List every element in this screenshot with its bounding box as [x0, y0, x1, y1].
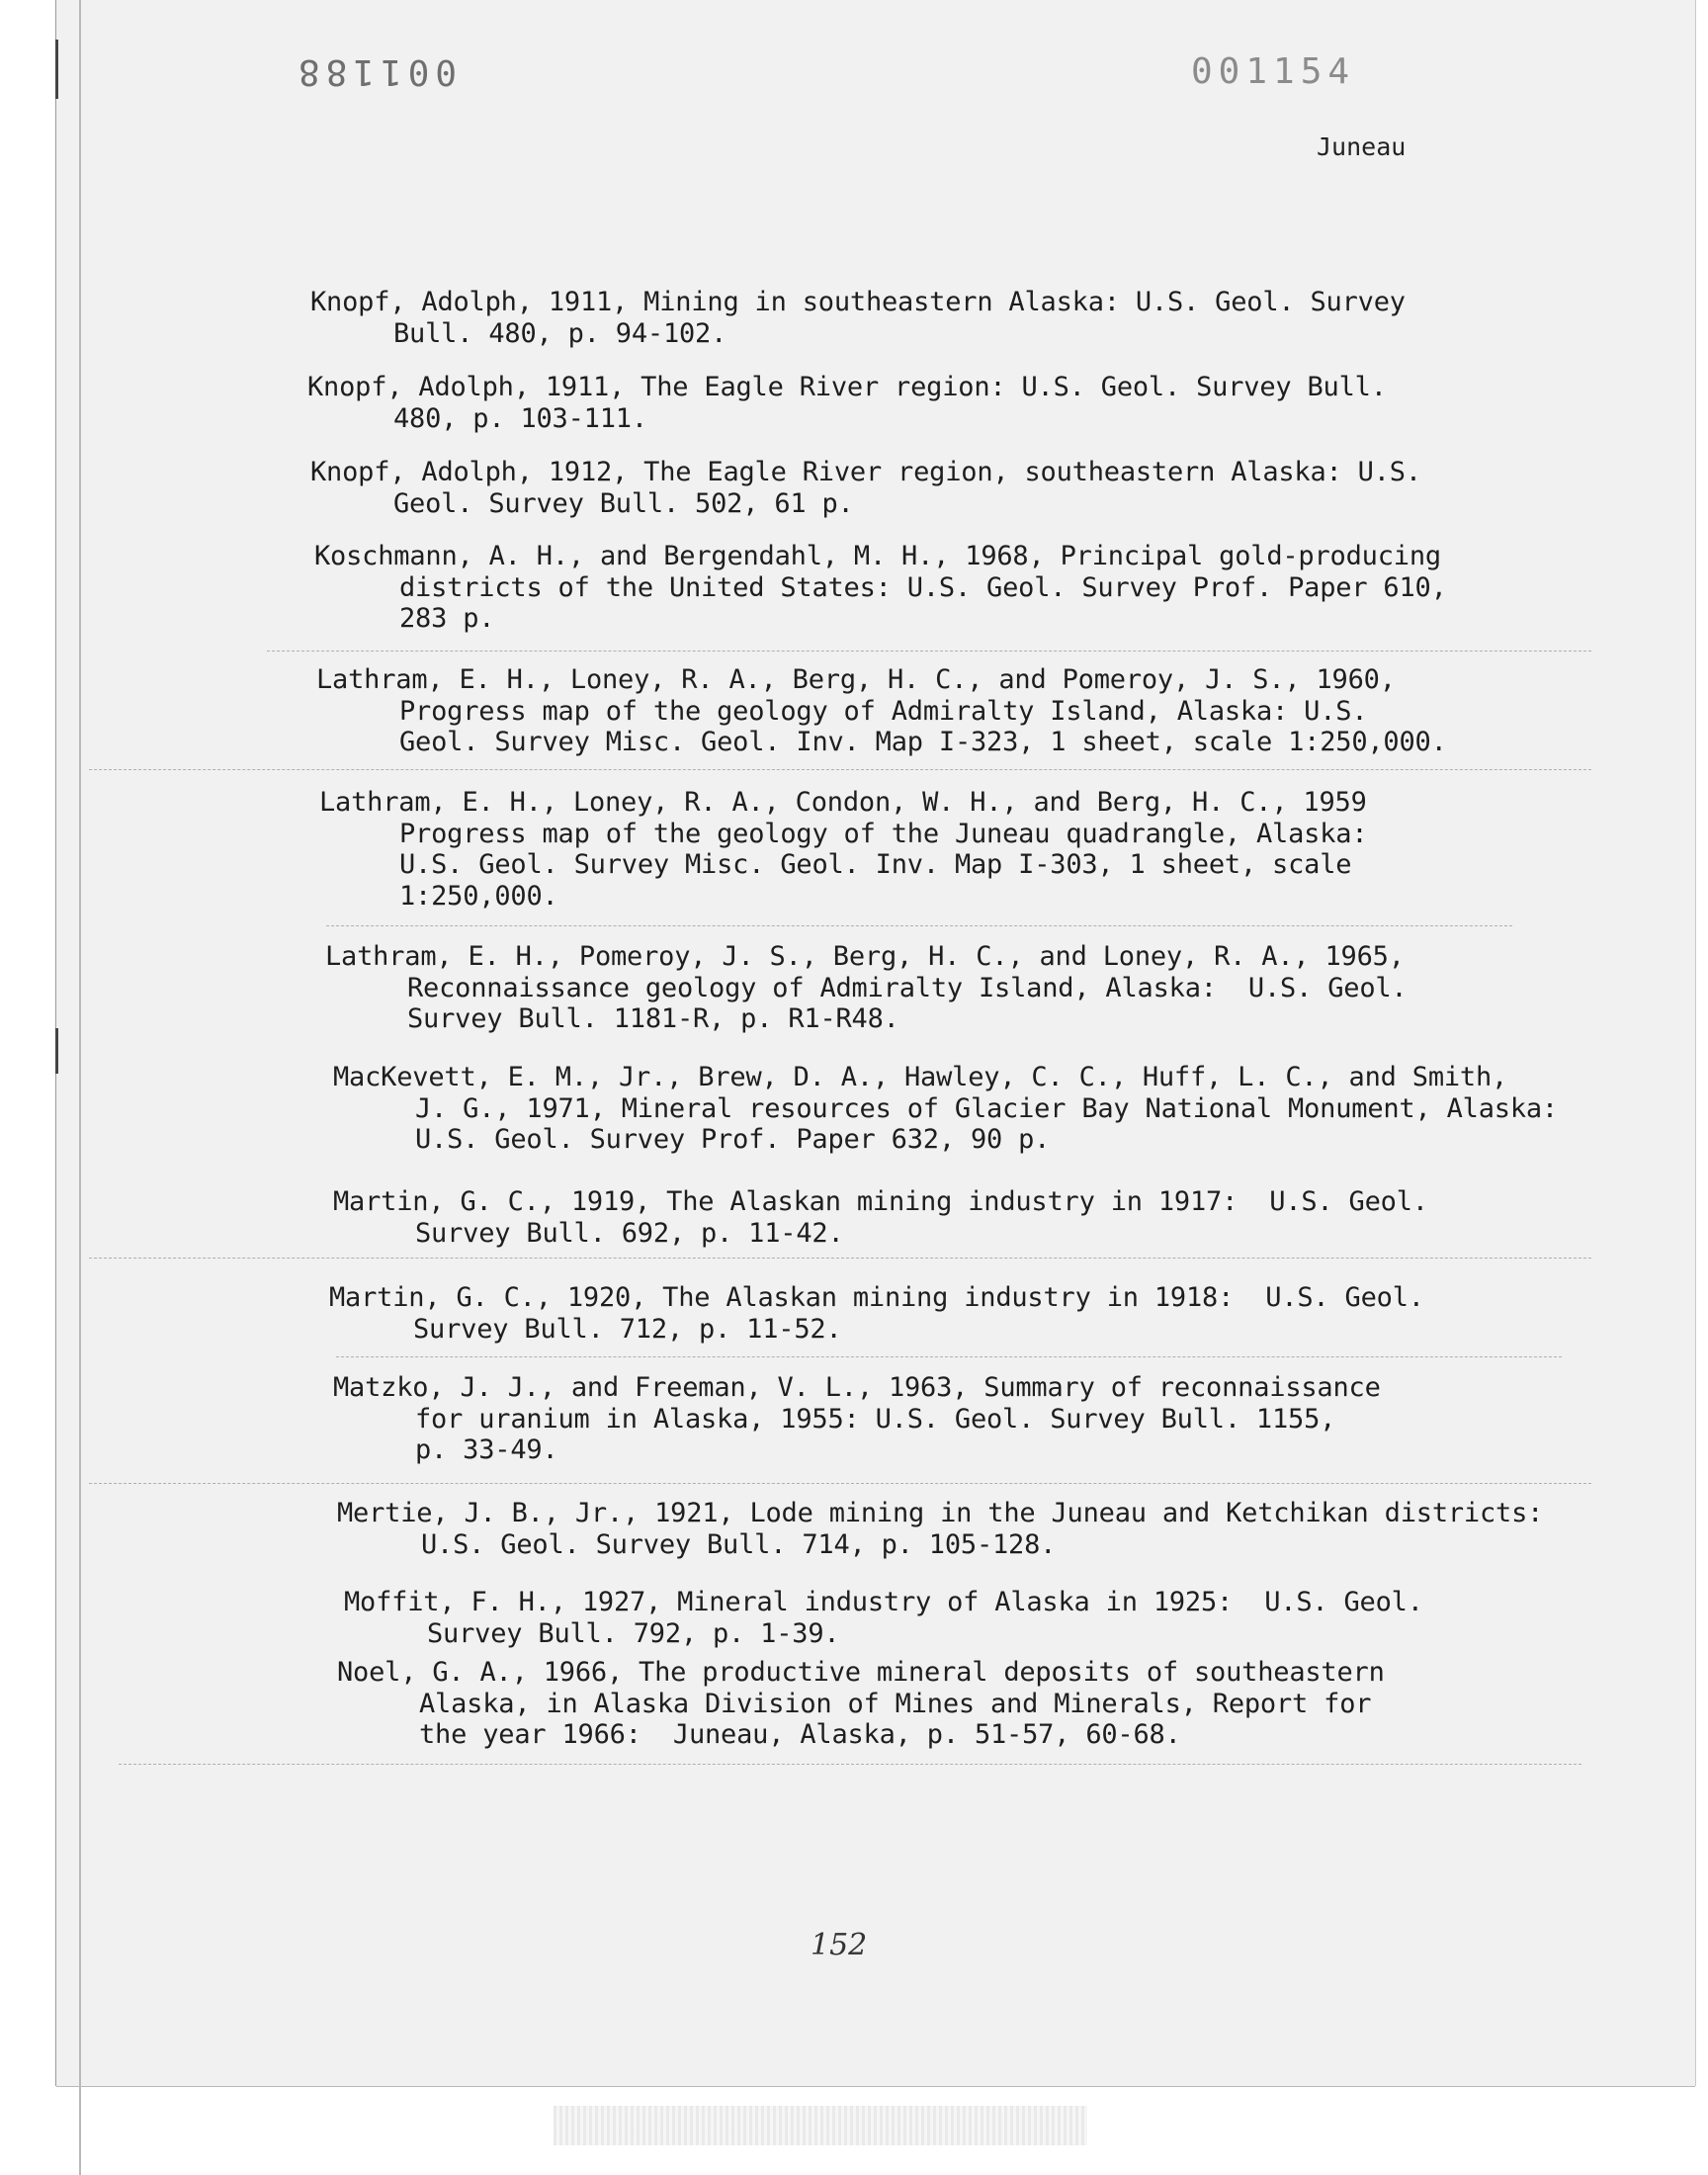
reference-first-line: Matzko, J. J., and Freeman, V. L., 1963, Summary of reconnaissance	[333, 1372, 1381, 1403]
scan-artifact	[554, 2106, 1087, 2145]
reference-continuation-line: 1:250,000.	[399, 880, 558, 912]
reference-continuation-line: Survey Bull. 1181-R, p. R1-R48.	[407, 1003, 899, 1034]
reference-continuation-line: J. G., 1971, Mineral resources of Glacier Bay National Monument, Alaska:	[415, 1092, 1558, 1124]
divider	[267, 651, 1591, 652]
reference-continuation-line: Geol. Survey Bull. 502, 61 p.	[393, 487, 854, 519]
reference-continuation-line: Progress map of the geology of Admiralty Island, Alaska: U.S.	[399, 695, 1368, 727]
reference-first-line: Lathram, E. H., Pomeroy, J. S., Berg, H. C., and Loney, R. A., 1965,	[325, 941, 1405, 972]
document-stamp-left: 001188	[293, 51, 458, 92]
reference-continuation-line: 480, p. 103-111.	[393, 402, 647, 434]
reference-continuation-line: p. 33-49.	[415, 1435, 558, 1465]
divider	[336, 1356, 1562, 1357]
divider	[119, 1764, 1581, 1765]
page-number: 152	[811, 1928, 868, 1962]
reference-first-line: Noel, G. A., 1966, The productive mineral deposits of southeastern	[337, 1657, 1385, 1688]
reference-first-line: Martin, G. C., 1920, The Alaskan mining industry in 1918: U.S. Geol.	[329, 1282, 1424, 1313]
reference-first-line: Knopf, Adolph, 1912, The Eagle River region, southeastern Alaska: U.S.	[310, 457, 1421, 487]
reference-entry	[333, 1062, 1558, 1156]
reference-first-line: Martin, G. C., 1919, The Alaskan mining industry in 1917: U.S. Geol.	[333, 1186, 1428, 1217]
reference-first-line: Mertie, J. B., Jr., 1921, Lode mining in the Juneau and Ketchikan districts:	[337, 1498, 1544, 1528]
punch-mark	[55, 1028, 58, 1074]
reference-first-line: Koschmann, A. H., and Bergendahl, M. H., 1968, Principal gold-producing	[314, 541, 1441, 571]
reference-first-line: Lathram, E. H., Loney, R. A., Berg, H. C., and Pomeroy, J. S., 1960,	[316, 664, 1396, 695]
reference-first-line: Knopf, Adolph, 1911, The Eagle River region: U.S. Geol. Survey Bull.	[307, 372, 1387, 402]
reference-continuation-line: Survey Bull. 792, p. 1-39.	[427, 1617, 840, 1649]
reference-entry	[333, 1372, 1381, 1466]
divider	[89, 1483, 1591, 1484]
reference-entry	[314, 541, 1447, 635]
reference-entry	[307, 372, 1387, 434]
reference-entry	[310, 457, 1421, 519]
reference-continuation-line: Alaska, in Alaska Division of Mines and Minerals, Report for	[419, 1688, 1372, 1719]
reference-entry	[333, 1186, 1428, 1249]
reference-first-line: Knopf, Adolph, 1911, Mining in southeastern Alaska: U.S. Geol. Survey	[310, 287, 1406, 317]
reference-continuation-line: Bull. 480, p. 94-102.	[393, 317, 727, 349]
document-stamp-right: 001154	[1191, 51, 1356, 92]
reference-continuation-line: Reconnaissance geology of Admiralty Island, Alaska: U.S. Geol.	[407, 972, 1408, 1003]
reference-entry	[310, 287, 1406, 349]
reference-first-line: MacKevett, E. M., Jr., Brew, D. A., Hawley, C. C., Huff, L. C., and Smith,	[333, 1062, 1508, 1092]
reference-continuation-line: the year 1966: Juneau, Alaska, p. 51-57, 60-68.	[419, 1719, 1181, 1750]
reference-first-line: Lathram, E. H., Loney, R. A., Condon, W. H., and Berg, H. C., 1959	[319, 787, 1367, 818]
reference-continuation-line: Survey Bull. 692, p. 11-42.	[415, 1217, 844, 1249]
divider	[326, 925, 1512, 926]
reference-entry	[337, 1657, 1385, 1751]
reference-entry	[329, 1282, 1424, 1345]
reference-first-line: Moffit, F. H., 1927, Mineral industry of Alaska in 1925: U.S. Geol.	[344, 1587, 1423, 1617]
divider	[89, 769, 1591, 770]
reference-entry	[325, 941, 1408, 1035]
punch-mark	[55, 40, 58, 99]
binding-rule	[79, 0, 81, 2175]
reference-continuation-line: U.S. Geol. Survey Prof. Paper 632, 90 p.	[415, 1124, 1051, 1155]
reference-continuation-line: for uranium in Alaska, 1955: U.S. Geol. Survey Bull. 1155,	[415, 1403, 1336, 1435]
reference-entry	[344, 1587, 1423, 1649]
reference-continuation-line: Geol. Survey Misc. Geol. Inv. Map I-323, 1 sheet, scale 1:250,000.	[399, 727, 1447, 757]
reference-continuation-line: Progress map of the geology of the Juneau quadrangle, Alaska:	[399, 818, 1368, 849]
reference-continuation-line: Survey Bull. 712, p. 11-52.	[413, 1313, 842, 1345]
reference-continuation-line: U.S. Geol. Survey Bull. 714, p. 105-128.	[421, 1528, 1057, 1560]
reference-continuation-line: U.S. Geol. Survey Misc. Geol. Inv. Map I-303, 1 sheet, scale	[399, 849, 1352, 880]
reference-entry	[316, 664, 1447, 758]
divider	[89, 1258, 1591, 1259]
location-heading: Juneau	[1317, 132, 1407, 161]
reference-continuation-line: districts of the United States: U.S. Geol. Survey Prof. Paper 610,	[399, 571, 1447, 603]
reference-continuation-line: 283 p.	[399, 603, 495, 634]
reference-entry	[319, 787, 1367, 912]
reference-entry	[337, 1498, 1543, 1560]
